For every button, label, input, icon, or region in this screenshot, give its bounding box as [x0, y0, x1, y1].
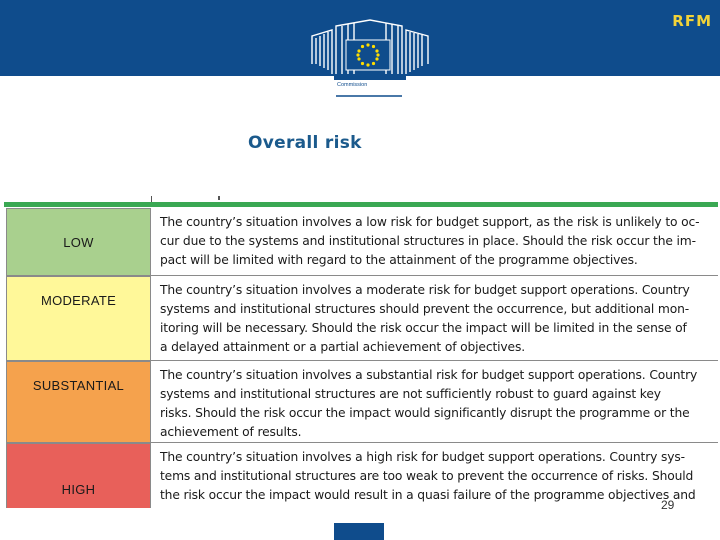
risk-row-moderate	[4, 276, 718, 361]
risk-level-high: HIGH	[6, 443, 151, 508]
logo-caption-line-1: European	[337, 75, 361, 81]
desc-line: itoring will be necessary. Should the risk occur the impact will be limited in the sense of	[160, 321, 687, 335]
risk-row-low	[4, 208, 718, 276]
risk-table	[4, 196, 718, 508]
desc-line: tems and institutional structures are too weak to prevent the occurrence of risks. Should	[160, 469, 694, 483]
footer-bar	[334, 523, 384, 540]
risk-level-substantial: SUBSTANTIAL	[6, 361, 151, 443]
desc-line: The country’s situation involves a substantial risk for budget support operations. Country	[160, 368, 698, 382]
header-code: RFM	[672, 12, 712, 30]
logo-caption-line-2: Commission	[337, 82, 368, 88]
desc-line: the risk occur the impact would result in a quasi failure of the programme objectives and	[160, 488, 696, 502]
page-number: 29	[661, 498, 675, 512]
risk-row-high	[4, 443, 718, 508]
risk-description-substantial	[151, 361, 718, 443]
desc-line: a delayed attainment or a partial achievement of objectives.	[160, 340, 525, 354]
risk-level-low: LOW	[6, 208, 151, 276]
risk-row-substantial	[4, 361, 718, 443]
desc-line: cur due to the systems and institutional structures in place. Should the risk occur the im-	[160, 234, 696, 248]
logo-caption	[337, 75, 387, 89]
desc-line: pact will be limited with regard to the attainment of the programme objectives.	[160, 253, 638, 267]
risk-description-low	[151, 208, 718, 276]
desc-line: The country’s situation involves a high risk for budget support operations. Country sys-	[160, 450, 685, 464]
desc-line: The country’s situation involves a low risk for budget support, as the risk is unlikely to oc-	[160, 215, 700, 229]
desc-line: systems and institutional structures are not sufficiently robust to guard against key	[160, 387, 661, 401]
desc-line: risks. Should the risk occur the impact would significantly disrupt the programme or the	[160, 406, 690, 420]
table-header-bar	[4, 202, 718, 207]
desc-line: systems and institutional structures should prevent the occurrence, but additional mon-	[160, 302, 690, 316]
header-tick	[218, 196, 220, 200]
risk-description-high	[151, 443, 718, 508]
risk-level-moderate: MODERATE	[6, 276, 151, 361]
desc-line: achievement of results.	[160, 425, 302, 439]
desc-line: The country’s situation involves a moderate risk for budget support operations. Country	[160, 283, 690, 297]
risk-description-moderate	[151, 276, 718, 361]
page-title: Overall risk	[248, 133, 362, 153]
